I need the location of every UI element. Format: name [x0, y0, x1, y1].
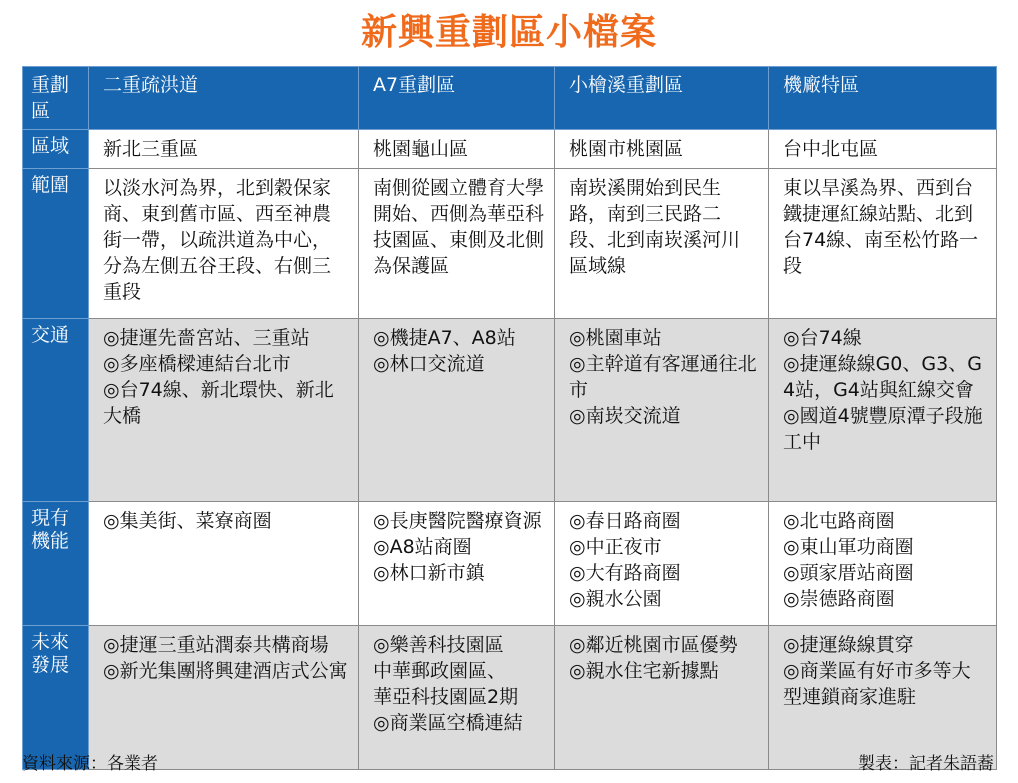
table-row: [23, 169, 997, 319]
table-cell: [555, 169, 769, 319]
cell-line: ◎A8站商圈: [373, 536, 472, 558]
column-header: 機廠特區: [769, 67, 997, 130]
cell-line: ◎捷運三重站潤泰共構商場: [103, 634, 329, 656]
cell-line: 以淡水河為界，北到穀保家商、東到舊市區、西至神農街一帶，以疏洪道為中心，分為左側五谷王段、右側三重段: [103, 177, 332, 303]
table-cell: [555, 130, 769, 169]
table-row: [23, 319, 997, 502]
cell-line: ◎中正夜市: [569, 536, 662, 558]
column-header: 小檜溪重劃區: [555, 67, 769, 130]
table-cell: [555, 626, 769, 770]
cell-line: ◎北屯路商圈: [783, 510, 895, 532]
row-label-line: 發展: [31, 654, 70, 676]
cell-line: ◎東山軍功商圈: [783, 536, 914, 558]
table-cell: [769, 130, 997, 169]
row-label-line: 未來: [31, 631, 70, 653]
cell-line: 東以旱溪為界、西到台鐵捷運紅線站點、北到台74線、南至松竹路一段: [783, 177, 979, 277]
cell-line: ◎崇德路商圈: [783, 588, 895, 610]
table-cell: [555, 319, 769, 502]
cell-line: ◎長庚醫院醫療資源: [373, 510, 542, 532]
table-row: [23, 130, 997, 169]
table-cell: [359, 502, 555, 626]
cell-line: ◎主幹道有客運通往北市: [569, 353, 757, 401]
row-label: [23, 626, 89, 770]
cell-line: ◎親水公園: [569, 588, 662, 610]
table-cell: [359, 130, 555, 169]
cell-line: ◎捷運綠線G0、G3、G4站，G4站與紅線交會: [783, 353, 982, 401]
cell-line: 桃園市桃園區: [569, 138, 684, 160]
row-label-line: 範圍: [31, 174, 70, 196]
row-label-line: 現有: [31, 507, 70, 529]
cell-line: ◎頭家厝站商圈: [783, 562, 914, 584]
table-cell: [769, 502, 997, 626]
table-cell: [89, 502, 359, 626]
cell-line: ◎多座橋樑連結台北市: [103, 353, 291, 375]
corner-header: 重劃區: [23, 67, 89, 130]
table-cell: [89, 626, 359, 770]
row-label: [23, 319, 89, 502]
table-cell: [89, 130, 359, 169]
cell-line: ◎集美街、菜寮商圈: [103, 510, 272, 532]
cell-line: 台中北屯區: [783, 138, 879, 160]
table-cell: [89, 319, 359, 502]
cell-line: 桃園龜山區: [373, 138, 469, 160]
table-row: [23, 626, 997, 770]
cell-line: ◎商業區有好市多等大型連鎖商家進駐: [783, 660, 971, 708]
cell-line: ◎大有路商圈: [569, 562, 681, 584]
cell-line: ◎鄰近桃園市區優勢: [569, 634, 738, 656]
redevelopment-table: [22, 66, 997, 770]
cell-line: 南崁溪開始到民生路，南到三民路二段、北到南崁溪河川區域線: [569, 177, 741, 277]
cell-line: ◎南崁交流道: [569, 405, 681, 427]
column-header: A7重劃區: [359, 67, 555, 130]
table-credit: 製表：記者朱語蕎: [858, 754, 994, 774]
cell-line: ◎春日路商圈: [569, 510, 681, 532]
table-cell: [359, 169, 555, 319]
header-row: [23, 67, 997, 130]
cell-line: ◎新光集團將興建酒店式公寓: [103, 660, 348, 682]
table-cell: [769, 626, 997, 770]
cell-line: ◎機捷A7、A8站: [373, 327, 516, 349]
table-row: [23, 502, 997, 626]
page-title: 新興重劃區小檔案: [360, 12, 657, 53]
cell-line: 南側從國立體育大學開始、西側為華亞科技園區、東側及北側為保護區: [373, 177, 545, 277]
cell-line: ◎台74線: [783, 327, 862, 349]
cell-line: ◎林口交流道: [373, 353, 485, 375]
cell-line: ◎商業區空橋連結: [373, 712, 523, 734]
row-label-line: 機能: [31, 530, 70, 552]
data-source-note: 資料來源：各業者: [22, 754, 158, 774]
cell-line: ◎捷運先嗇宮站、三重站: [103, 327, 310, 349]
cell-line: 新北三重區: [103, 138, 199, 160]
table-cell: [359, 626, 555, 770]
cell-line: ◎國道4號豐原潭子段施工中: [783, 405, 983, 453]
cell-line: 中華郵政園區、: [373, 660, 507, 682]
cell-line: 華亞科技園區2期: [373, 686, 519, 708]
table-cell: [769, 319, 997, 502]
column-header: 二重疏洪道: [89, 67, 359, 130]
cell-line: ◎台74線、新北環快、新北大橋: [103, 379, 334, 427]
table-cell: [555, 502, 769, 626]
table-cell: [359, 319, 555, 502]
cell-line: ◎親水住宅新據點: [569, 660, 719, 682]
cell-line: ◎樂善科技園區: [373, 634, 504, 656]
row-label: [23, 169, 89, 319]
table-cell: [89, 169, 359, 319]
cell-line: ◎捷運綠線貫穿: [783, 634, 914, 656]
row-label: [23, 130, 89, 169]
row-label-line: 交通: [31, 324, 70, 346]
cell-line: ◎桃園車站: [569, 327, 662, 349]
table-cell: [769, 169, 997, 319]
row-label: [23, 502, 89, 626]
row-label-line: 區域: [31, 135, 70, 157]
cell-line: ◎林口新市鎮: [373, 562, 485, 584]
